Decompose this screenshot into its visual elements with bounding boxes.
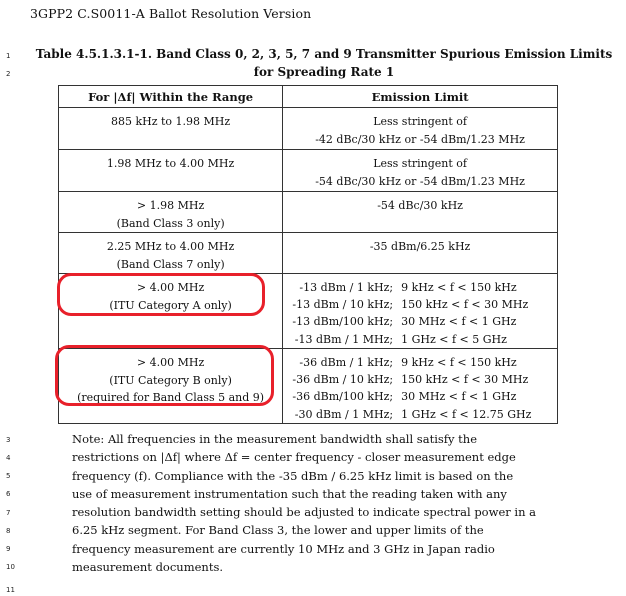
limit-freq: 1 GHz < f < 5 GHz bbox=[401, 332, 507, 346]
limit-freq: 30 MHz < f < 1 GHz bbox=[401, 390, 517, 404]
column-header-limit: Emission Limit bbox=[283, 86, 558, 108]
range-text: (ITU Category B only) bbox=[109, 373, 232, 387]
limit-text: -42 dBc/30 kHz or -54 dBm/1.23 MHz bbox=[315, 132, 525, 146]
limit-text: -54 dBc/30 kHz bbox=[377, 199, 463, 212]
line-number: 6 bbox=[6, 490, 11, 498]
table-row bbox=[59, 150, 558, 192]
line-number: 2 bbox=[6, 70, 11, 78]
range-text: (required for Band Class 5 and 9) bbox=[77, 391, 265, 404]
note-line: use of measurement instrumentation such that the reading taken with any bbox=[72, 486, 507, 501]
note-line: restrictions on |Δf| where Δf = center frequency - closer measurement edge bbox=[72, 450, 516, 465]
note-line: measurement documents. bbox=[72, 560, 223, 575]
limit-freq: 30 MHz < f < 1 GHz bbox=[401, 315, 517, 329]
limit-text: -54 dBc/30 kHz or -54 dBm/1.23 MHz bbox=[315, 174, 525, 188]
range-text: 1.98 MHz to 4.00 MHz bbox=[106, 157, 235, 170]
line-number: 5 bbox=[6, 472, 11, 480]
limit-level: -13 dBm / 1 kHz; bbox=[299, 281, 394, 294]
line-number: 9 bbox=[6, 545, 11, 553]
table-row bbox=[59, 108, 558, 150]
line-number: 1 bbox=[6, 52, 11, 60]
range-text: > 1.98 MHz bbox=[136, 199, 205, 212]
column-header-range: For |Δf| Within the Range bbox=[59, 86, 283, 108]
note-line: frequency measurement are currently 10 MHz and 3 GHz in Japan radio bbox=[72, 541, 495, 556]
limit-freq: 9 kHz < f < 150 kHz bbox=[401, 356, 517, 369]
highlight-oval-category-a bbox=[57, 273, 265, 316]
table-row bbox=[59, 233, 558, 274]
line-number: 3 bbox=[6, 436, 11, 444]
limit-level: -13 dBm/100 kHz; bbox=[292, 315, 394, 329]
table-note bbox=[72, 430, 552, 576]
line-number: 4 bbox=[6, 454, 11, 462]
range-text: > 4.00 MHz bbox=[136, 356, 205, 369]
note-line: resolution bandwidth setting should be adjusted to indicate spectral power in a bbox=[72, 505, 536, 520]
limit-level: -36 dBm / 10 kHz; bbox=[292, 373, 394, 387]
caption-line: for Spreading Rate 1 bbox=[253, 65, 395, 79]
limit-level: -36 dBm/100 kHz; bbox=[292, 390, 394, 404]
line-number: 11 bbox=[6, 586, 15, 594]
highlight-oval-category-b bbox=[55, 345, 274, 406]
caption-line: Table 4.5.1.3.1-1. Band Class 0, 2, 3, 5, 7 and 9 Transmitter Spurious Emission Limits bbox=[35, 47, 613, 61]
limit-grid bbox=[289, 274, 551, 348]
table-caption bbox=[24, 45, 624, 81]
line-number: 8 bbox=[6, 527, 11, 535]
table-row bbox=[59, 192, 558, 233]
limit-freq: 150 kHz < f < 30 MHz bbox=[401, 298, 529, 312]
range-text: (Band Class 3 only) bbox=[116, 216, 225, 230]
document-header: 3GPP2 C.S0011-A Ballot Resolution Version bbox=[30, 6, 312, 21]
limit-level: -13 dBm / 10 kHz; bbox=[292, 298, 394, 312]
range-text: > 4.00 MHz bbox=[136, 281, 205, 294]
range-text: (ITU Category A only) bbox=[109, 298, 232, 312]
limit-freq: 9 kHz < f < 150 kHz bbox=[401, 281, 517, 294]
range-text: (Band Class 7 only) bbox=[116, 257, 225, 271]
line-number: 7 bbox=[6, 509, 11, 517]
line-number: 10 bbox=[6, 563, 15, 571]
note-line: 6.25 kHz segment. For Band Class 3, the lower and upper limits of the bbox=[72, 523, 484, 538]
limit-text: Less stringent of bbox=[373, 115, 467, 128]
limit-grid bbox=[289, 349, 551, 423]
limit-freq: 1 GHz < f < 12.75 GHz bbox=[401, 407, 532, 421]
limit-level: -30 dBm / 1 MHz; bbox=[294, 407, 394, 421]
note-line: frequency (f). Compliance with the -35 dBm / 6.25 kHz limit is based on the bbox=[72, 468, 514, 483]
limit-text: -35 dBm/6.25 kHz bbox=[369, 240, 471, 253]
range-text: 885 kHz to 1.98 MHz bbox=[110, 115, 231, 128]
limit-level: -36 dBm / 1 kHz; bbox=[299, 356, 394, 369]
limit-freq: 150 kHz < f < 30 MHz bbox=[401, 373, 529, 387]
range-text: 2.25 MHz to 4.00 MHz bbox=[106, 240, 235, 253]
limit-level: -13 dBm / 1 MHz; bbox=[294, 332, 394, 346]
table-header-row bbox=[59, 86, 558, 108]
limit-text: Less stringent of bbox=[373, 157, 467, 170]
note-line: Note: All frequencies in the measurement bandwidth shall satisfy the bbox=[72, 432, 478, 446]
